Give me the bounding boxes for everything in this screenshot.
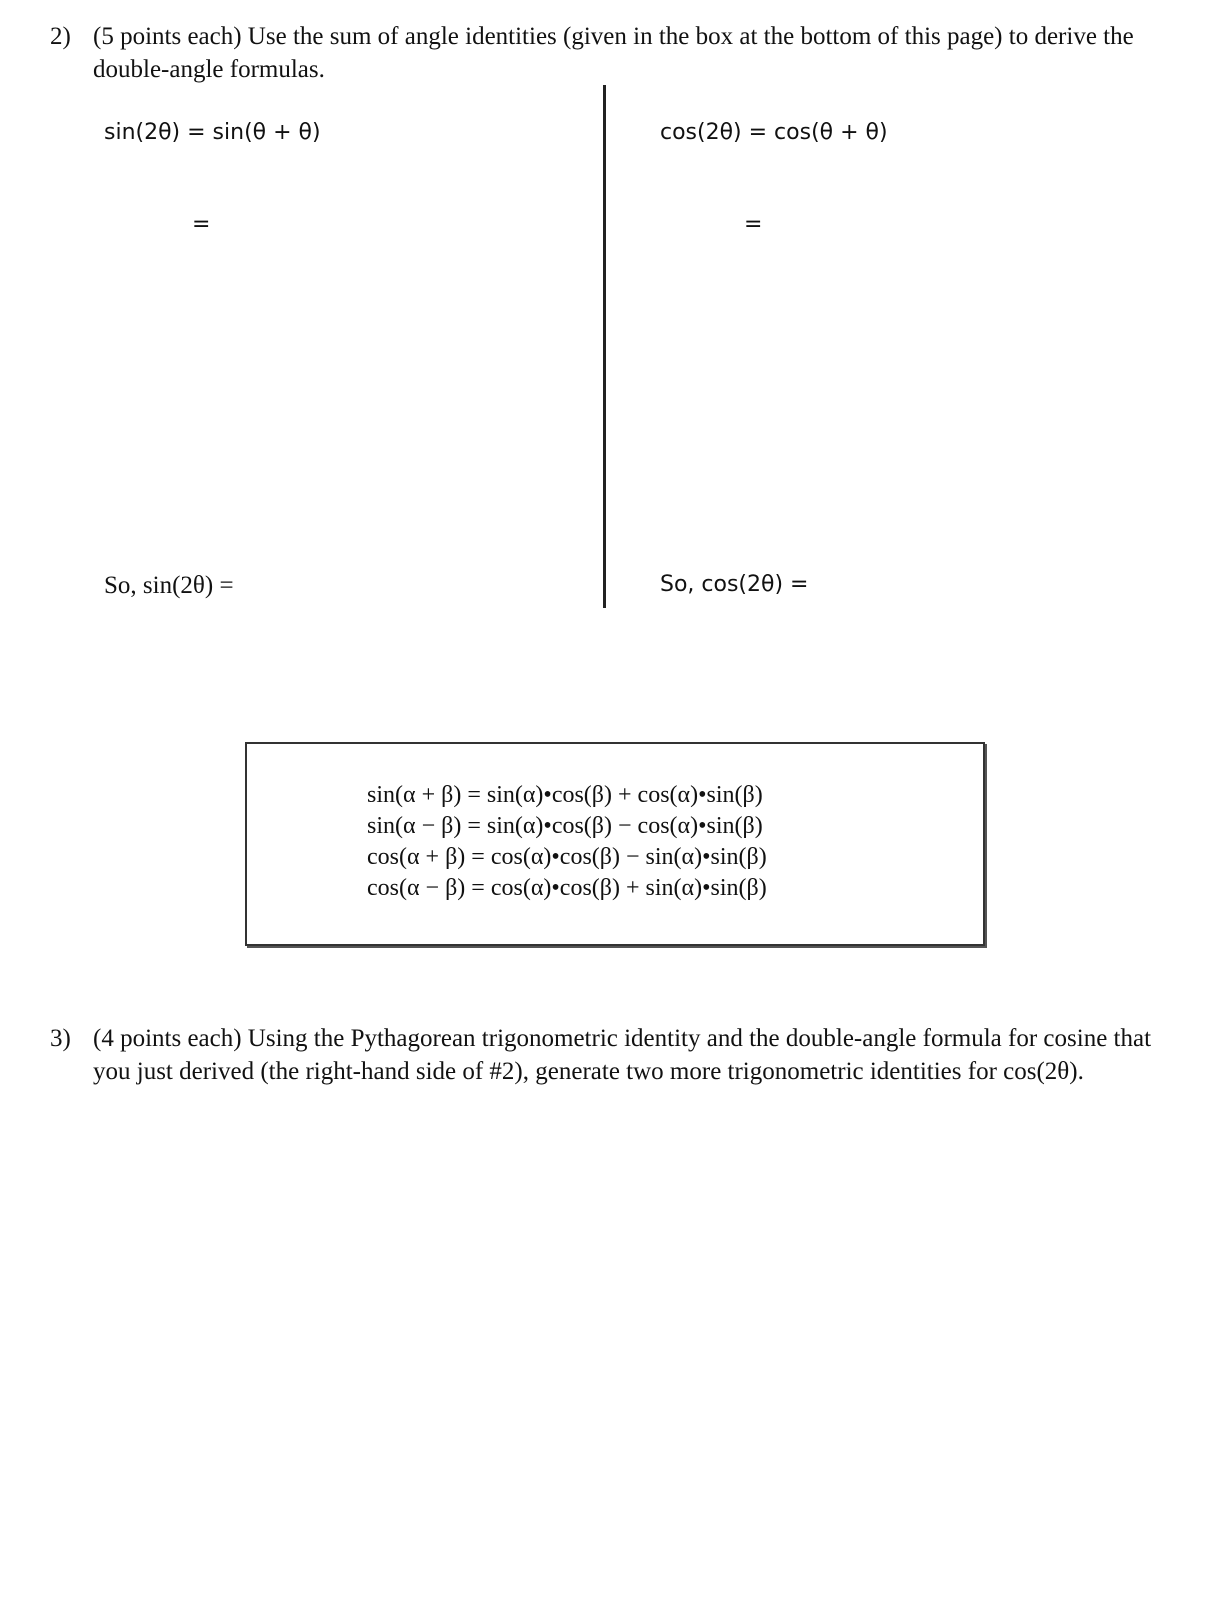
column-divider [603, 85, 606, 608]
cos-derivation-start: cos(2θ) = cos(θ + θ) [660, 120, 888, 145]
identity-cos-difference: cos(α − β) = cos(α)•cos(β) + sin(α)•sin(β) [367, 875, 767, 901]
sin-derivation-start: sin(2θ) = sin(θ + θ) [104, 120, 321, 145]
identities-list [367, 780, 867, 904]
cos-derivation-equals: = [744, 212, 763, 237]
question-3-text: (4 points each) Using the Pythagorean trigonometric identity and the double-angle formula for cosine that you just derived (the right-hand side of #2), generate two more trigonometric identities for cos(2θ). [93, 1025, 1152, 1085]
sin-derivation-equals: = [192, 212, 211, 237]
sin-result-line: So, sin(2θ) = [104, 572, 234, 599]
identities-box [245, 742, 985, 946]
question-3-number: 3) [50, 1025, 71, 1052]
identity-sin-difference: sin(α − β) = sin(α)•cos(β) − cos(α)•sin(β) [367, 813, 763, 839]
identity-cos-sum: cos(α + β) = cos(α)•cos(β) − sin(α)•sin(β) [367, 844, 767, 870]
question-2-text: (5 points each) Use the sum of angle identities (given in the box at the bottom of this page) to derive the double-angle formulas. [93, 23, 1134, 83]
cos-result-line: So, cos(2θ) = [660, 572, 809, 597]
identity-sin-sum: sin(α + β) = sin(α)•cos(β) + cos(α)•sin(β) [367, 782, 763, 808]
question-2-number: 2) [50, 23, 71, 50]
